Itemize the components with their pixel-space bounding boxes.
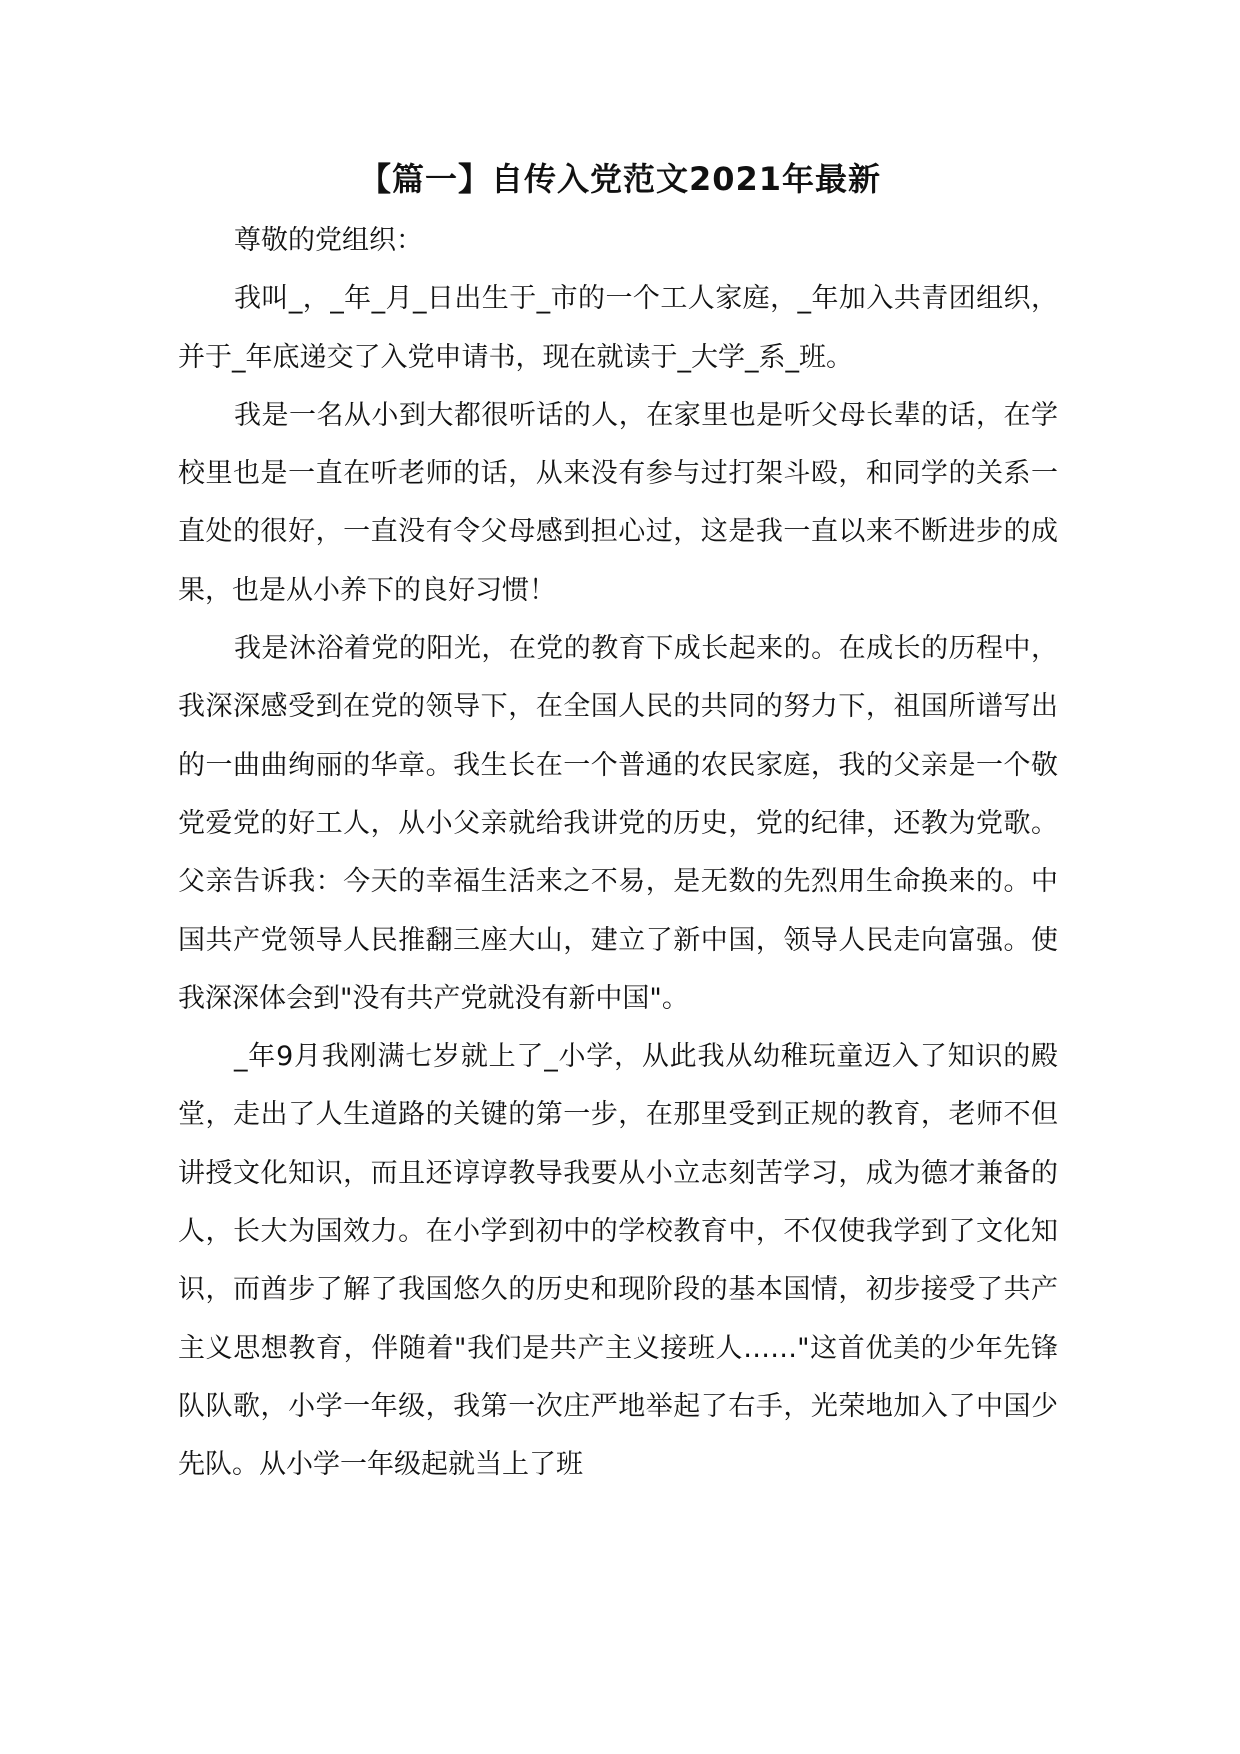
school-paragraph: _年9月我刚满七岁就上了_小学，从此我从幼稚玩童迈入了知识的殿堂，走出了人生道路的关键的第一步，在那里受到正规的教育，老师不但讲授文化知识，而且还谆谆教导我要从小立志刻苦学习，成为德才兼备的人，长大为国效力。在小学到初中的学校教育中，不仅使我学到了文化知识，而酋步了解了我国悠久的历史和现阶段的基本国情，初步接受了共产主义思想教育，伴随着"我们是共产主义接班人……"这首优美的少年先锋队队歌，小学一年级，我第一次庄严地举起了右手，光荣地加入了中国少先队。从小学一年级起就当上了班 (178, 1041, 1058, 1481)
character-paragraph: 我是一名从小到大都很听话的人，在家里也是听父母长辈的话，在学校里也是一直在听老师的话，从来没有参与过打架斗殴，和同学的关系一直处的很好，一直没有令父母感到担心过，这是我一直以来不断进步的成果，也是从小养下的良好习惯！ (178, 399, 1058, 606)
salutation-paragraph: 尊敬的党组织： (234, 225, 423, 256)
intro-paragraph: 我叫_，_年_月_日出生于_市的一个工人家庭，_年加入共青团组织，并于_年底递交了入党申请书，现在就读于_大学_系_班。 (178, 283, 1058, 373)
upbringing-paragraph: 我是沐浴着党的阳光，在党的教育下成长起来的。在成长的历程中，我深深感受到在党的领导下，在全国人民的共同的努力下，祖国所谱写出的一曲曲绚丽的华章。我生长在一个普通的农民家庭，我的父亲是一个敬党爱党的好工人，从小父亲就给我讲党的历史，党的纪律，还教为党歌。父亲告诉我：今天的幸福生活来之不易，是无数的先烈用生命换来的。中国共产党领导人民推翻三座大山，建立了新中国，领导人民走向富强。使我深深体会到"没有共产党就没有新中国"。 (178, 633, 1058, 1014)
document-body (178, 212, 1058, 1495)
document-title: 【篇一】自传入党范文2021年最新 (358, 160, 882, 198)
